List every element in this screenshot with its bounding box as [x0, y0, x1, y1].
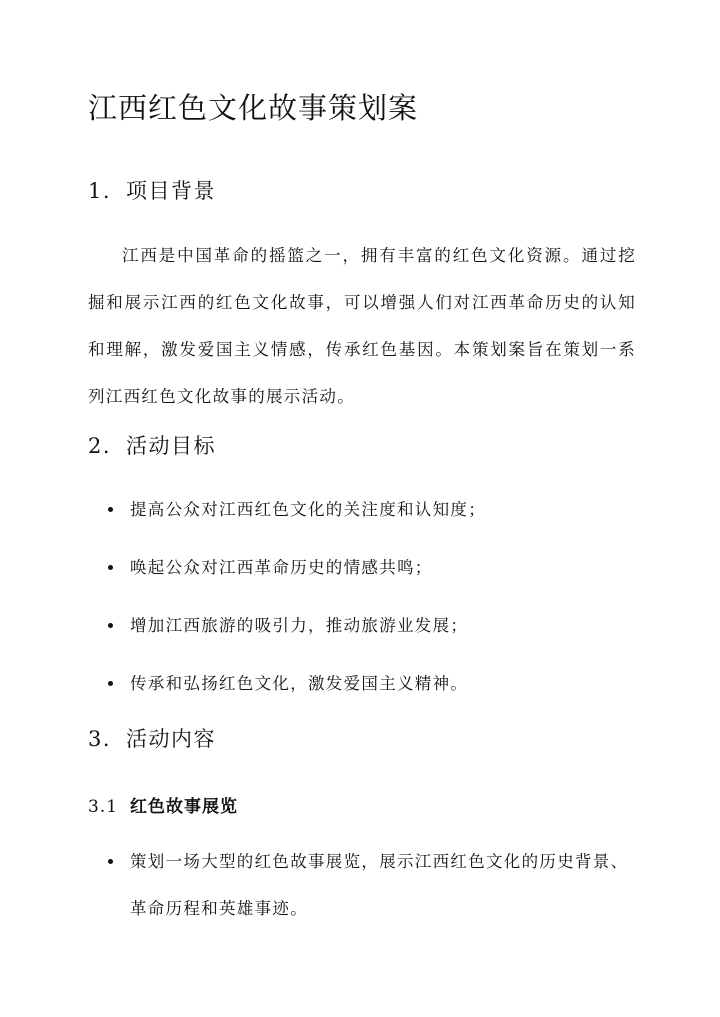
- section-number: 3.: [88, 727, 112, 751]
- list-item-text: 策划一场大型的红色故事展览，展示江西红色文化的历史背景、革命历程和英雄事迹。: [130, 852, 629, 918]
- list-item: [88, 838, 636, 932]
- list-item: [88, 544, 636, 591]
- subsection-number: 3.1: [88, 797, 119, 817]
- list-item-text: 唤起公众对江西革命历史的情感共鸣；: [130, 558, 433, 577]
- section-number: 2.: [88, 434, 112, 458]
- section-title: 活动目标: [126, 434, 216, 458]
- list-item-text: 提高公众对江西红色文化的关注度和认知度；: [130, 500, 486, 519]
- subsection-heading-red-story-exhibition: [88, 792, 238, 817]
- list-item: [88, 486, 636, 533]
- document-title: 江西红色文化故事策划案: [88, 91, 419, 125]
- list-item-text: 传承和弘扬红色文化，激发爱国主义精神。: [130, 674, 469, 693]
- section-heading-activity-goals: [88, 430, 216, 460]
- section-paragraph-background: 江西是中国革命的摇篮之一，拥有丰富的红色文化资源。通过挖掘和展示江西的红色文化故事，可以增强人们对江西革命历史的认知和理解，激发爱国主义情感，传承红色基因。本策划案旨在策划一系列江西红色文化故事的展示活动。: [88, 246, 636, 406]
- list-item: [88, 602, 636, 649]
- section-heading-activity-content: [88, 723, 216, 753]
- section-heading-project-background: [88, 175, 216, 205]
- goals-list: [88, 486, 636, 718]
- bullet-icon: [108, 565, 113, 570]
- bullet-icon: [108, 859, 113, 864]
- section-number: 1.: [88, 179, 112, 203]
- section-title: 活动内容: [126, 727, 216, 751]
- subsection-title: 红色故事展览: [130, 797, 238, 817]
- bullet-icon: [108, 623, 113, 628]
- bullet-icon: [108, 507, 113, 512]
- section-title: 项目背景: [126, 179, 216, 203]
- list-item: [88, 660, 636, 707]
- bullet-icon: [108, 681, 113, 686]
- list-item-text: 增加江西旅游的吸引力，推动旅游业发展；: [130, 616, 469, 635]
- exhibition-list: [88, 838, 636, 943]
